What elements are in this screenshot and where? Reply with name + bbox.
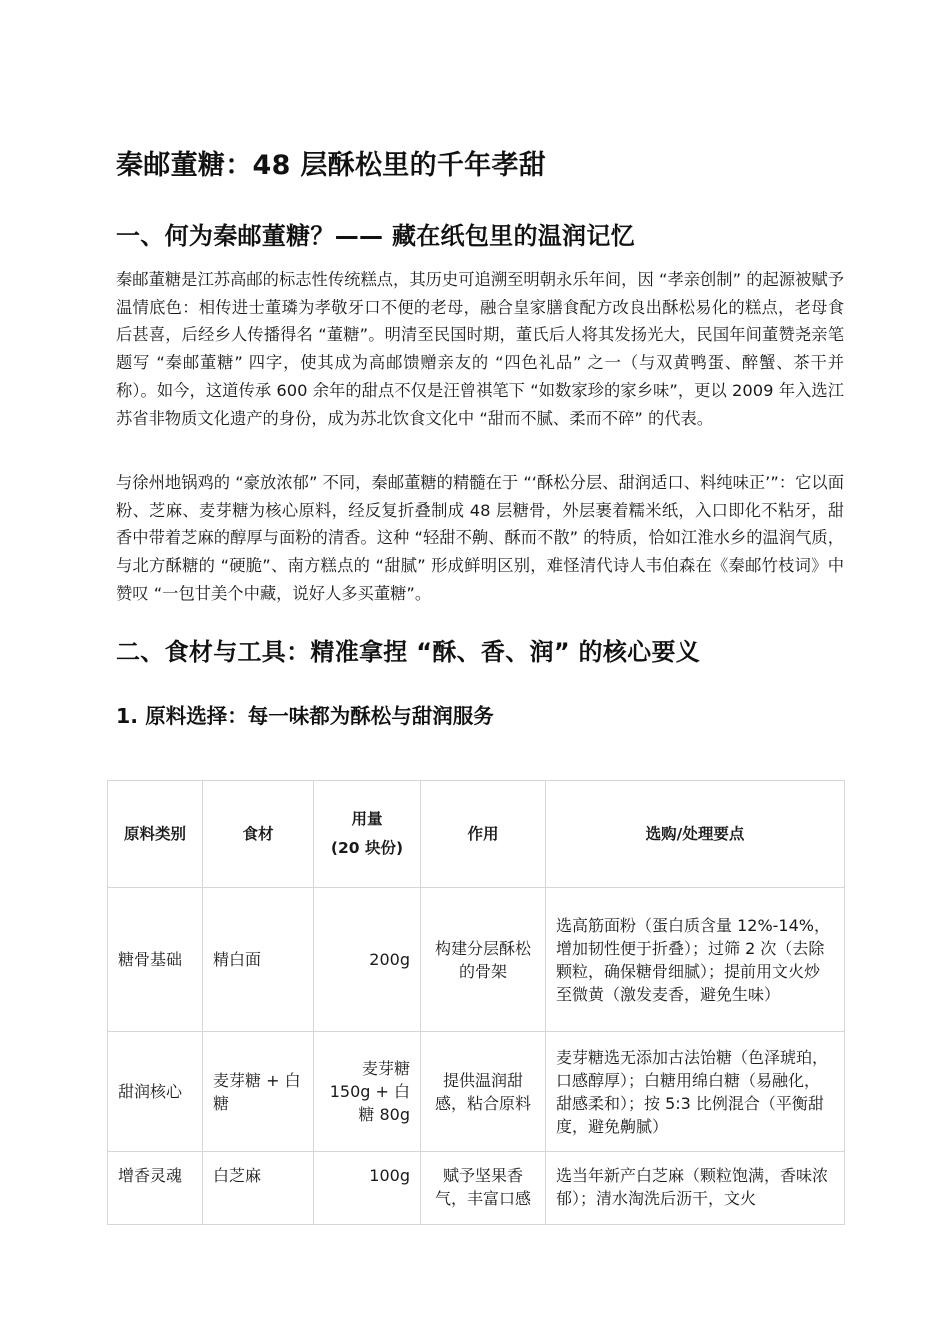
cell-qty: 麦芽糖 150g + 白糖 80g bbox=[314, 1032, 421, 1152]
character-paragraph: 与徐州地锅鸡的 “豪放浓郁” 不同，秦邮董糖的精髓在于 “‘酥松分层、甜润适口、料纯味正’”：它以面粉、芝麻、麦芽糖为核心原料，经反复折叠制成 48 层糖骨，外层裹着糯米纸，入口即化不粘牙，甜香中带着芝麻的醇厚与面粉的清香。这种 “轻甜不齁、酥而不散” 的特质，恰如江淮水乡的温润气质，与北方酥糖的 “硬脆”、南方糕点的 “甜腻” 形成鲜明区别，难怪清代诗人韦伯森在《秦邮竹枝词》中赞叹 “一包甘美个中藏，说好人多买董糖”。 bbox=[116, 473, 844, 603]
cell-role: 构建分层酥松的骨架 bbox=[421, 888, 546, 1032]
header-category: 原料类别 bbox=[108, 781, 203, 888]
table-row bbox=[108, 1032, 845, 1152]
cell-category: 增香灵魂 bbox=[108, 1152, 203, 1225]
header-qty bbox=[314, 781, 421, 888]
cell-qty: 200g bbox=[314, 888, 421, 1032]
section-heading-1: 一、何为秦邮董糖？—— 藏在纸包里的温润记忆 bbox=[116, 222, 635, 250]
cell-notes: 选高筋面粉（蛋白质含量 12%-14%，增加韧性便于折叠）；过筛 2 次（去除颗粒，确保糖骨细腻）；提前用文火炒至微黄（激发麦香，避免生味） bbox=[546, 888, 845, 1032]
header-qty-unit: (20 块份) bbox=[330, 839, 404, 857]
section-heading-2: 二、食材与工具：精准拿捏 “酥、香、润” 的核心要义 bbox=[116, 638, 701, 666]
cell-qty: 100g bbox=[314, 1152, 421, 1225]
cell-role: 赋予坚果香气，丰富口感 bbox=[421, 1152, 546, 1225]
header-ingredient: 食材 bbox=[203, 781, 314, 888]
header-qty-label: 用量 bbox=[351, 810, 383, 828]
subsection-heading: 1. 原料选择：每一味都为酥松与甜润服务 bbox=[116, 704, 494, 728]
header-role: 作用 bbox=[421, 781, 546, 888]
cell-category: 甜润核心 bbox=[108, 1032, 203, 1152]
intro-paragraph: 秦邮董糖是江苏高邮的标志性传统糕点，其历史可追溯至明朝永乐年间，因 “孝亲创制” 的起源被赋予温情底色：相传进士董璘为孝敬牙口不便的老母，融合皇家膳食配方改良出酥松易化的糕点，老母食后甚喜，后经乡人传播得名 “董糖”。明清至民国时期，董氏后人将其发扬光大，民国年间董赞尧亲笔题写 “秦邮董糖” 四字，使其成为高邮馈赠亲友的 “四色礼品” 之一（与双黄鸭蛋、醉蟹、茶干并称）。如今，这道传承 600 余年的甜点不仅是汪曾祺笔下 “如数家珍的家乡味”，更以 2009 年入选江苏省非物质文化遗产的身份，成为苏北饮食文化中 “甜而不腻、柔而不碎” 的代表。 bbox=[116, 270, 844, 428]
page-title: 秦邮董糖：48 层酥松里的千年孝甜 bbox=[116, 150, 547, 181]
cell-notes: 麦芽糖选无添加古法饴糖（色泽琥珀，口感醇厚）；白糖用绵白糖（易融化，甜感柔和）；按 5:3 比例混合（平衡甜度，避免齁腻） bbox=[546, 1032, 845, 1152]
cell-ingredient: 白芝麻 bbox=[203, 1152, 314, 1225]
cell-ingredient: 精白面 bbox=[203, 888, 314, 1032]
table-header-row bbox=[108, 781, 845, 888]
cell-ingredient: 麦芽糖 + 白糖 bbox=[203, 1032, 314, 1152]
table-row bbox=[108, 1152, 845, 1225]
cell-category: 糖骨基础 bbox=[108, 888, 203, 1032]
cell-role: 提供温润甜感，粘合原料 bbox=[421, 1032, 546, 1152]
ingredients-table bbox=[107, 780, 845, 1225]
cell-notes: 选当年新产白芝麻（颗粒饱满，香味浓郁）；清水淘洗后沥干，文火 bbox=[546, 1152, 845, 1225]
header-notes: 选购/处理要点 bbox=[546, 781, 845, 888]
table-row bbox=[108, 888, 845, 1032]
